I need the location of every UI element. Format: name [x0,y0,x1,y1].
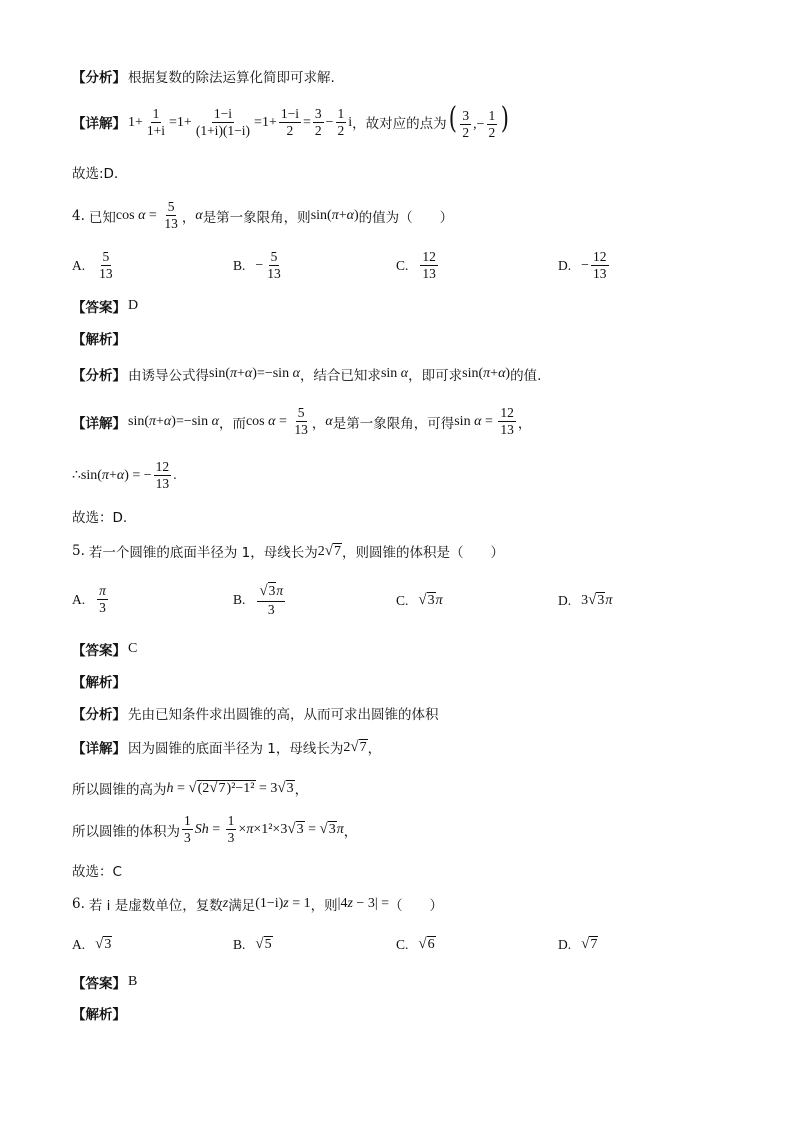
detail-b: ， [311,415,326,432]
option-value: √3π [418,592,443,608]
answer-tag: 【答案】 [72,976,126,992]
formula-condition: (1−i)z = 1 [255,896,311,911]
q6-option-c[interactable]: C. √6 [396,936,435,952]
q4-stem-d: 的值为（ ） [358,209,454,226]
formula-2sqrt7-2: 2√7 [343,738,367,755]
formula-point: ( $\frac{3}{2}$ ,− $\frac{1}{2}$ ) [448,101,510,141]
q5-detail-line [72,737,381,757]
q5-stem [72,541,504,561]
formula-cos: cos α = $\frac{5}{13}$ [115,199,178,232]
option-label: B. [233,592,246,608]
q3-analysis-line [72,66,335,86]
q4-stem-c: 是第一象限角，则 [202,209,311,226]
jiexi-tag: 【解析】 [72,332,126,348]
q6-option-a[interactable]: A. √3 [72,936,112,952]
option-label: C. [396,257,409,273]
analysis-b: ，结合已知求 [299,368,381,384]
answer-value: C [128,641,138,656]
formula-volume: $\frac{1}{3}$ Sh = $\frac{1}{3}$ ×π×1²×3√3 = √3π [184,813,344,846]
q4-option-d[interactable] [558,250,611,281]
q6-option-b[interactable]: B. √5 [233,936,272,952]
q6-stem [72,894,443,914]
formula-sin-pi-alpha: sin(π+α) [310,207,359,223]
detail-tag: 【详解】 [72,741,126,757]
q5-option-c[interactable] [396,592,443,609]
option-label: A. [72,257,86,273]
formula-alpha-2: α [325,413,333,429]
option-radicand: 6 [427,937,435,952]
option-label: C. [396,936,409,952]
jiexi-tag: 【解析】 [72,1007,126,1023]
q5-analysis-line [72,703,439,723]
detail-a: ，而 [218,415,246,432]
detail-b: ， [367,741,382,757]
jiexi-tag: 【解析】 [72,675,126,691]
q5-option-a[interactable] [72,584,110,615]
formula-alpha: α [195,207,203,223]
option-radicand: 7 [590,937,598,952]
q5-stem-a: 若一个圆锥的底面半径为 1，母线长为 [88,545,318,561]
option-num: 12 [420,250,438,266]
q6-number: 6. [72,896,85,912]
option-label: D. [558,257,572,273]
formula-cos-2: cos α = $\frac{5}{13}$ [245,405,308,438]
option-value: $\frac{\pi}{3}$ [99,583,106,616]
q4-option-c[interactable] [396,250,440,281]
analysis-tag: 【分析】 [72,707,126,723]
detail-a: 因为圆锥的底面半径为 1，母线长为 [128,741,344,757]
option-label: A. [72,591,86,607]
q5-choose: 故选：C [72,864,122,880]
q4-number: 4. [72,207,85,224]
q5-number: 5. [72,543,85,559]
detail-c: 是第一象限角，可得 [332,415,455,432]
analysis-text: 根据复数的除法运算化简即可求解. [128,70,335,86]
detail-d: ， [517,415,532,432]
q6-stem-b: 满足 [228,898,256,914]
q5-height-line [72,778,308,798]
height-text: 所以圆锥的高为 [72,782,167,798]
detail-tag: 【详解】 [72,116,126,133]
q5-jiexi-line [72,671,128,691]
q4-answer-line [72,296,138,316]
formula-induction-2: sin(π+α)=−sin α [128,413,219,429]
q6-stem-c: ，则 [310,898,338,914]
detail-tail: ，故对应的点为 [352,116,447,133]
q6-answer-line [72,972,137,992]
height-comma: ， [294,782,309,798]
option-den: 13 [422,266,436,282]
q6-stem-d: （ ） [389,898,444,914]
option-label: B. [233,257,246,273]
option-value: 3√3π [581,592,613,608]
volume-text: 所以圆锥的体积为 [72,823,180,840]
therefore-symbol: ∴ [72,468,81,484]
formula-abs: |4z − 3| = [337,896,390,911]
analysis-tag: 【分析】 [72,70,126,86]
option-den: 13 [267,266,281,282]
formula-sin-alpha: sin α [380,366,409,381]
q4-analysis-line [72,364,541,384]
analysis-d: 的值. [510,368,542,384]
option-label: D. [558,592,572,608]
analysis-text: 先由已知条件求出圆锥的高，从而可求出圆锥的体积 [128,707,439,723]
q4-choose: 故选：D. [72,510,128,526]
option-radicand: 5 [264,937,272,952]
option-radicand: 3 [104,937,112,952]
formula-2sqrt7: 2√7 [317,542,342,559]
formula-induction: sin(π+α)=−sin α [209,366,300,381]
formula-sin-value: sin α = $\frac{12}{13}$ [454,405,514,438]
option-sign: − [255,257,264,273]
option-value: $\frac{√3\pi}{3}$ [259,583,284,617]
formula-height: h = √(2√7)²−1² = 3√3 [166,779,294,796]
analysis-tag: 【分析】 [72,368,126,384]
option-label: A. [72,936,86,952]
q4-stem [72,200,453,231]
volume-comma: ， [343,823,358,840]
q6-stem-a: 若 i 是虚数单位，复数 [88,898,223,914]
formula-z: z [222,896,229,911]
q5-option-b[interactable] [233,584,287,617]
formula-sin-pi-alpha-2: sin(π+α) [462,366,511,381]
q5-answer-line [72,639,137,659]
option-den: 13 [593,266,607,282]
q4-stem-a: 已知 [88,209,116,226]
formula-result: sin(π+α) = − $\frac{12}{13}$ . [80,459,177,492]
answer-value: D [128,298,139,313]
answer-tag: 【答案】 [72,300,126,316]
option-label: B. [233,936,246,952]
option-den: 13 [99,266,113,282]
formula-complex-division: 1+ $\frac{1}{1+i}$ =1+ $\frac{1-i}{(1+i)(1-i)}$ =1+ $\frac{1-i}{2}$ = $\frac{3}{2}$ − $\frac{1}{2}$ i [128,105,353,138]
option-num: 5 [269,250,280,266]
q3-choose: 故选:D． [72,166,128,182]
q3-detail-line [72,101,511,141]
detail-tag: 【详解】 [72,415,126,432]
option-sign: − [581,257,590,273]
q4-option-a[interactable] [72,250,117,281]
q5-stem-b: ，则圆锥的体积是（ ） [342,545,505,561]
q6-jiexi-line [72,1003,128,1023]
answer-value: B [128,974,138,989]
q4-option-b[interactable] [233,250,285,281]
q4-stem-b: ， [181,209,196,226]
answer-tag: 【答案】 [72,643,126,659]
analysis-c: ，即可求 [408,368,463,384]
q4-detail-line [72,406,531,437]
analysis-a: 由诱导公式得 [128,368,209,384]
option-label: C. [396,592,409,608]
option-label: D. [558,936,572,952]
q4-jiexi-line [72,328,128,348]
option-num: 5 [101,250,112,266]
q4-therefore-line [72,460,177,491]
q5-volume-line [72,814,357,845]
q6-option-d[interactable]: D. √7 [558,936,598,952]
option-num: 12 [591,250,609,266]
q5-option-d[interactable] [558,592,612,609]
